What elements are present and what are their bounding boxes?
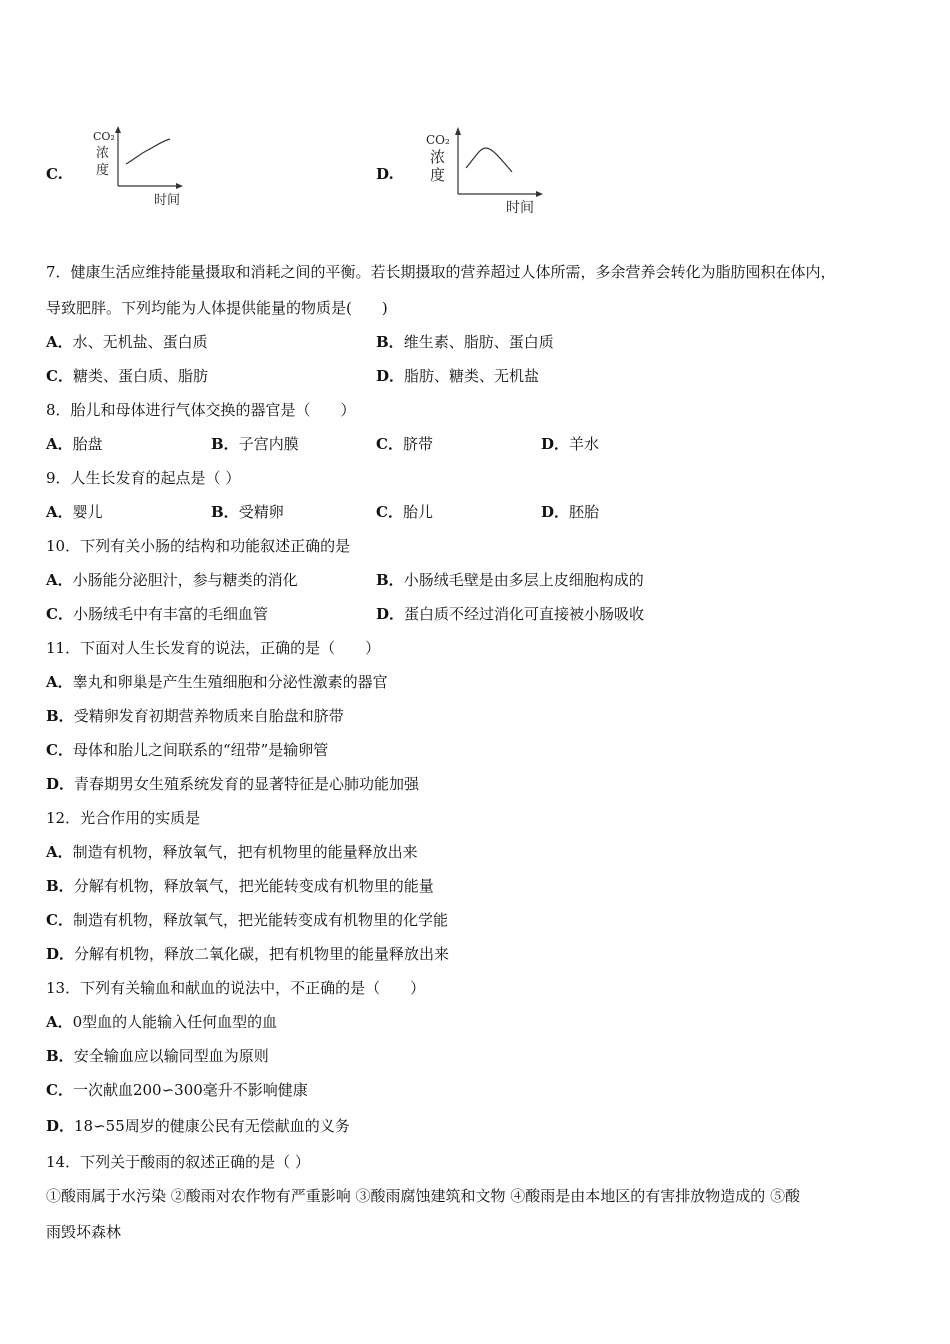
graph-c-x-arrow: [176, 183, 183, 189]
graph-d-y-arrow: [455, 127, 461, 135]
graph-c: [88, 124, 188, 212]
q13-option-a: A．0型血的人能输入任何血型的血: [46, 1013, 278, 1031]
option-letter: C．: [46, 911, 73, 929]
option-d-letter: D.: [376, 165, 394, 183]
q14-items-line2: 雨毁坏森林: [46, 1223, 122, 1241]
q13-option-d: D．18∽55周岁的健康公民有无偿献血的义务: [46, 1117, 350, 1135]
q9-stem: 9．人生长发育的起点是（ ）: [46, 469, 241, 487]
option-letter: A．: [46, 843, 73, 861]
option-letter: B．: [376, 333, 404, 351]
graph-c-y-arrow: [115, 126, 121, 133]
option-letter: B．: [46, 707, 74, 725]
q12-stem: 12．光合作用的实质是: [46, 809, 201, 827]
q9-option-b: B．受精卵: [211, 503, 284, 521]
q14-items-line1: ①酸雨属于水污染 ②酸雨对农作物有严重影响 ③酸雨腐蚀建筑和文物 ④酸雨是由本地区的有害排放物造成的 ⑤酸: [46, 1187, 801, 1205]
option-letter: A．: [46, 503, 73, 521]
option-letter: D．: [46, 775, 75, 793]
graph-c-xlabel: 时间: [154, 193, 181, 208]
q10-option-b: B．小肠绒毛壁是由多层上皮细胞构成的: [376, 571, 644, 589]
option-letter: D．: [541, 503, 570, 521]
option-letter: B．: [46, 877, 74, 895]
q10-option-a: A．小肠能分泌胆汁，参与糖类的消化: [46, 571, 298, 589]
option-letter: A．: [46, 1013, 73, 1031]
graph-c-ylabel-1: 浓: [96, 146, 110, 161]
q12-option-d: D．分解有机物，释放二氧化碳，把有机物里的能量释放出来: [46, 945, 450, 963]
option-letter: D．: [541, 435, 570, 453]
option-letter: C．: [376, 503, 403, 521]
q10-option-c: C．小肠绒毛中有丰富的毛细血管: [46, 605, 268, 623]
option-letter: D．: [376, 605, 405, 623]
q11-option-c: C．母体和胎儿之间联系的“纽带”是输卵管: [46, 741, 329, 759]
q11-option-d: D．青春期男女生殖系统发育的显著特征是心肺功能加强: [46, 775, 420, 793]
q14-stem: 14．下列关于酸雨的叙述正确的是（ ）: [46, 1153, 310, 1171]
q7-option-d: D．脂肪、糖类、无机盐: [376, 367, 540, 385]
q11-stem: 11．下面对人生长发育的说法，正确的是（ ）: [46, 639, 381, 657]
q8-option-d: D．羊水: [541, 435, 600, 453]
option-letter: B．: [211, 503, 239, 521]
option-letter: D．: [46, 945, 75, 963]
q8-stem: 8．胎儿和母体进行气体交换的器官是（ ）: [46, 401, 356, 419]
q11-option-a: A．睾丸和卵巢是产生生殖细胞和分泌性激素的器官: [46, 673, 388, 691]
option-letter: C．: [46, 367, 73, 385]
option-letter: C．: [46, 741, 73, 759]
graph-d-ylabel-sup: CO₂: [426, 133, 450, 147]
option-letter: C．: [46, 605, 73, 623]
q8-option-b: B．子宫内膜: [211, 435, 299, 453]
graph-c-curve: [126, 139, 170, 164]
option-letter: B．: [376, 571, 404, 589]
q11-option-b: B．受精卵发育初期营养物质来自胎盘和脐带: [46, 707, 344, 725]
graph-c-ylabel-2: 度: [96, 163, 110, 178]
q9-option-a: A．婴儿: [46, 503, 103, 521]
q13-option-c: C．一次献血200∽300毫升不影响健康: [46, 1081, 308, 1099]
q7-option-b: B．维生素、脂肪、蛋白质: [376, 333, 554, 351]
q9-option-d: D．胚胎: [541, 503, 600, 521]
option-letter: A．: [46, 673, 73, 691]
graph-d-x-arrow: [536, 191, 543, 197]
q13-option-b: B．安全输血应以输同型血为原则: [46, 1047, 269, 1065]
q12-option-b: B．分解有机物，释放氧气，把光能转变成有机物里的能量: [46, 877, 434, 895]
q7-stem-line1: 7．健康生活应维持能量摄取和消耗之间的平衡。若长期摄取的营养超过人体所需，多余营养会转化为脂肪囤积在体内，: [46, 263, 836, 281]
option-c-letter: C.: [46, 165, 63, 183]
option-letter: D．: [46, 1117, 75, 1135]
q8-option-c: C．脐带: [376, 435, 433, 453]
graph-d-ylabel-1: 浓: [430, 148, 446, 166]
option-letter: A．: [46, 333, 73, 351]
q12-option-c: C．制造有机物，释放氧气，把光能转变成有机物里的化学能: [46, 911, 448, 929]
option-letter: A．: [46, 571, 73, 589]
q10-stem: 10．下列有关小肠的结构和功能叙述正确的是: [46, 537, 351, 555]
q9-option-c: C．胎儿: [376, 503, 433, 521]
option-letter: C．: [376, 435, 403, 453]
graph-d-xlabel: 时间: [506, 200, 534, 216]
graph-d-ylabel-2: 度: [430, 166, 446, 184]
graph-c-ylabel-sup: CO₂: [93, 130, 115, 143]
q10-option-d: D．蛋白质不经过消化可直接被小肠吸收: [376, 605, 645, 623]
q13-stem: 13．下列有关输血和献血的说法中，不正确的是（ ）: [46, 979, 426, 997]
graph-d: [422, 124, 548, 218]
option-letter: D．: [376, 367, 405, 385]
q8-option-a: A．胎盘: [46, 435, 103, 453]
option-letter: B．: [46, 1047, 74, 1065]
option-letter: C．: [46, 1081, 73, 1099]
q12-option-a: A．制造有机物，释放氧气，把有机物里的能量释放出来: [46, 843, 418, 861]
option-letter: B．: [211, 435, 239, 453]
graph-d-curve: [466, 148, 512, 172]
q7-stem-line2: 导致肥胖。下列均能为人体提供能量的物质是( ): [46, 299, 388, 317]
option-letter: A．: [46, 435, 73, 453]
q7-option-c: C．糖类、蛋白质、脂肪: [46, 367, 208, 385]
q7-option-a: A．水、无机盐、蛋白质: [46, 333, 208, 351]
